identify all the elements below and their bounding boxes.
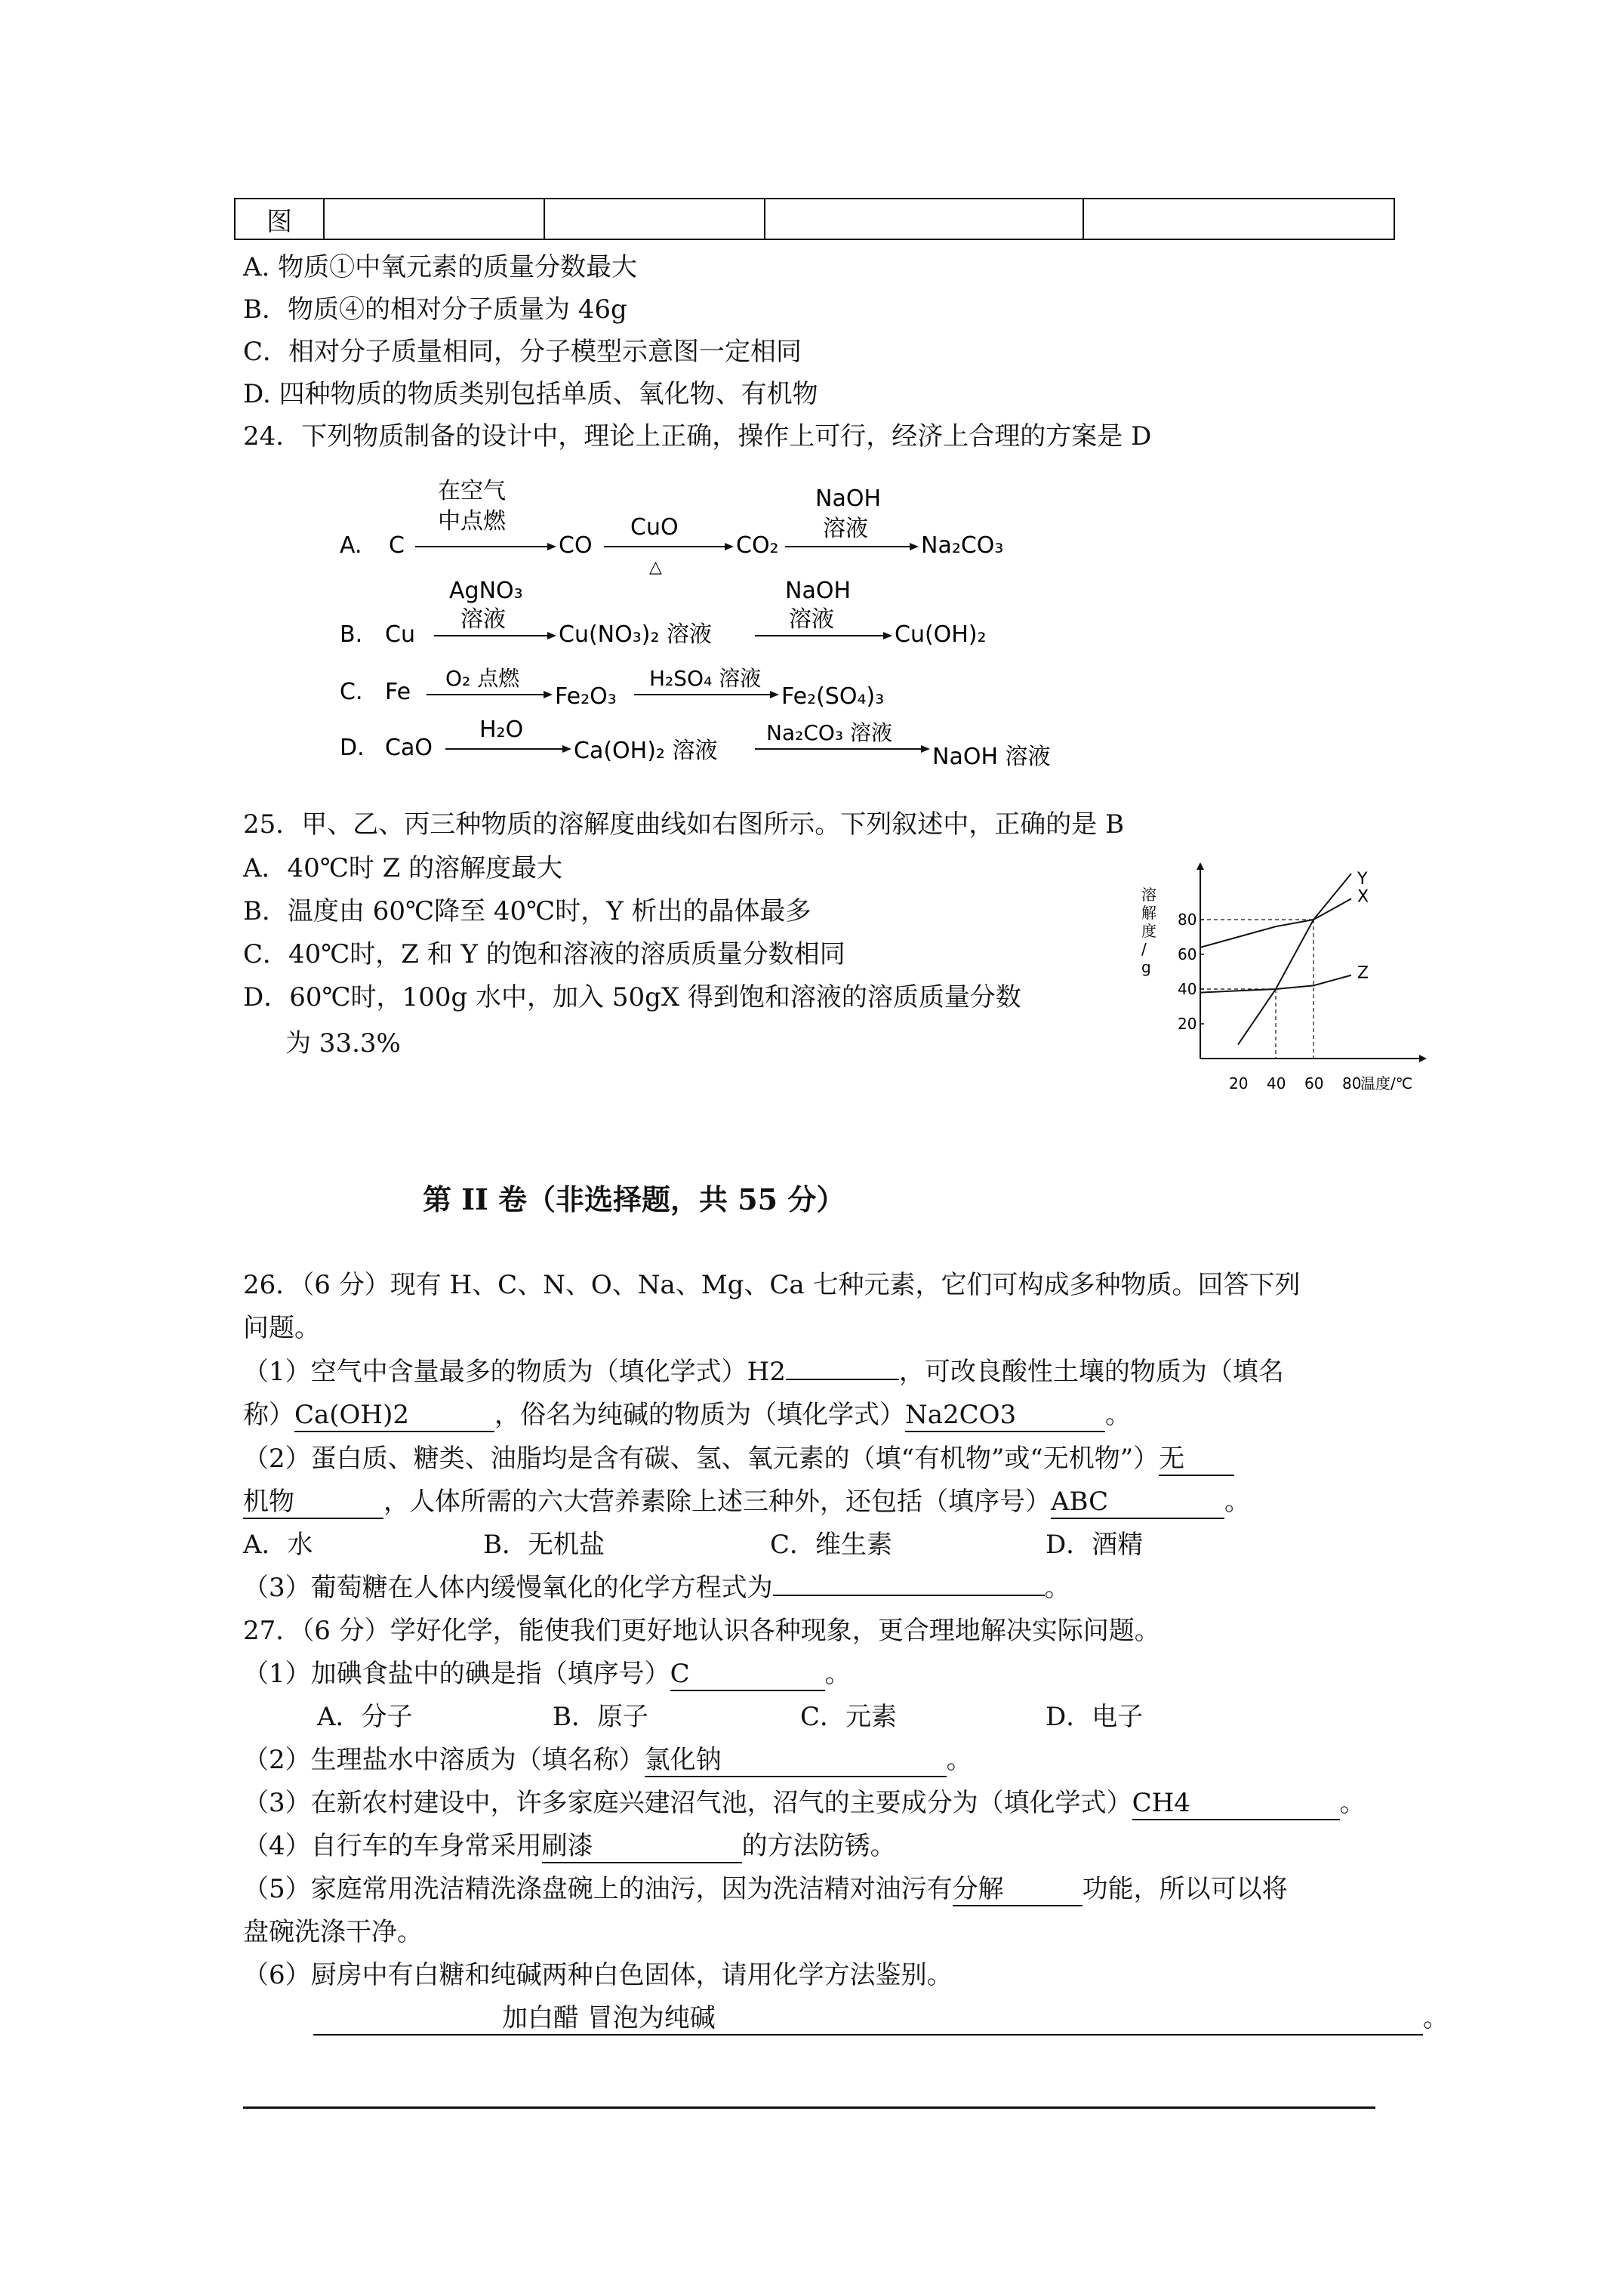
q27-p5-text-a: （5）家庭常用洗洁精洗涤盘碗上的油污，因为洗洁精对油污有 [243,1874,953,1904]
row-a-step2-above: CuO [630,514,679,541]
q26-p2-text-b: ，人体所需的六大营养素除上述三种外，还包括（填序号） [383,1487,1051,1517]
q27-p1-answer: C [670,1661,825,1691]
row-a-arrowhead-1 [547,543,556,550]
q27-p4-text-b: 的方法防锈。 [741,1831,896,1861]
row-d-product-2: NaOH 溶液 [932,744,1051,770]
q27-p3-end: 。 [1339,1788,1366,1818]
q26-choice-a: A．水 [243,1530,313,1560]
row-a-product-3: Na₂CO₃ [921,532,1004,559]
row-a-step1-above2: 中点燃 [438,508,506,535]
row-c-product-1: Fe₂O₃ [555,683,617,710]
q25-option-c: C．40℃时，Z 和 Y 的饱和溶液的溶质质量分数相同 [243,939,845,969]
q27-p5-text-b: 功能，所以可以将 [1082,1874,1288,1904]
row-d-product-1: Ca(OH)₂ 溶液 [574,738,718,764]
y-tick-label: 60 [1178,945,1197,963]
q26-p1-text-c: 称） [243,1400,294,1430]
q26-choice-d: D．酒精 [1046,1530,1144,1560]
q27-p3-text: （3）在新农村建设中，许多家庭兴建沼气池，沼气的主要成分为（填化学式） [243,1788,1132,1818]
q25-stem: 25．甲、乙、丙三种物质的溶解度曲线如右图所示。下列叙述中，正确的是 B [243,809,1125,840]
row-a-arrowhead-3 [910,543,919,550]
x-axis-arrow [1419,1055,1427,1062]
q26-choice-b: B．无机盐 [483,1530,605,1560]
q27-part3 [243,1790,1366,1820]
row-d-start: CaO [385,735,433,761]
row-d-arrowhead-2 [921,745,930,753]
row-a-start: C [389,532,405,559]
q27-p2-text: （2）生理盐水中溶质为（填名称） [243,1745,645,1775]
q26-p2-answer1a: 无 [1159,1446,1234,1476]
q25-option-a: A．40℃时 Z 的溶解度最大 [243,853,563,883]
row-b-step2-above: NaOH [785,578,851,604]
series-label-x: X [1357,887,1369,907]
q27-part6: （6）厨房中有白糖和纯碱两种白色固体，请用化学方法鉴别。 [243,1960,953,1990]
q26-p1-text-d: ，俗名为纯碱的物质为（填化学式） [494,1400,905,1430]
q27-p1-text: （1）加碘食盐中的碘是指（填序号） [243,1659,670,1689]
y-tick-label: 20 [1178,1015,1197,1033]
q27-part1 [243,1661,851,1691]
q27-p1-end: 。 [824,1659,851,1689]
row-d-step2-above: Na₂CO₃ 溶液 [766,720,893,745]
row-a-step2-below: △ [649,558,662,577]
table-cell [544,199,765,239]
q26-part3 [243,1575,1070,1601]
q26-choice-c: C．维生素 [770,1530,893,1560]
series-line-y [1238,874,1351,1045]
q26-part2-line2 [243,1489,1250,1519]
row-b-step1-above2: 溶液 [460,606,506,633]
q26-part1-line1 [243,1359,1284,1385]
x-axis-label: 温度/℃ [1360,1074,1413,1093]
q23-option-d: D. 四种物质的物质类别包括单质、氧化物、有机物 [243,379,818,409]
q26-p1-text-a: （1）空气中含量最多的物质为（填化学式）H2 [243,1357,786,1387]
section-title: 第 II 卷（非选择题，共 55 分） [423,1182,845,1216]
q26-part2-line1 [243,1446,1234,1476]
series-label-y: Y [1357,870,1368,889]
table-cell-label: 图 [235,199,324,239]
row-b-product-2: Cu(OH)₂ [895,621,987,648]
row-b-step1-above: AgNO₃ [449,578,523,604]
row-b-start: Cu [385,621,415,648]
q27-part2 [243,1747,972,1777]
row-d-label: D. [340,735,365,761]
series-line-x [1200,898,1351,947]
q27-part5-line2: 盘碗洗涤干净。 [243,1917,423,1947]
q27-p4-answer: 刷漆 [542,1833,742,1863]
x-tick-label: 40 [1267,1074,1286,1093]
table-cell [765,199,1083,239]
x-tick-label: 60 [1304,1074,1324,1093]
series-label-z: Z [1357,963,1369,983]
q26-p1-answer2: Ca(OH)2 [294,1402,494,1432]
q26-p3-end: 。 [1044,1573,1070,1603]
q27-choice-d: D．电子 [1046,1702,1144,1732]
row-a-step3-above2: 溶液 [823,516,868,542]
row-d-step1-above: H₂O [479,717,524,743]
q23-option-a: A. 物质①中氧元素的质量分数最大 [243,252,638,282]
q25-option-d-continued: 为 33.3% [285,1028,401,1059]
table-cell [1083,199,1394,239]
q26-p1-answer3: Na2CO3 [905,1402,1105,1432]
q26-p2-end: 。 [1224,1487,1250,1517]
q25-option-d: D．60℃时，100g 水中，加入 50gX 得到饱和溶液的溶质质量分数 [243,982,1021,1012]
row-b-step2-above2: 溶液 [789,606,834,633]
row-c-label: C. [340,679,363,705]
q27-part5-line1 [243,1876,1288,1906]
x-tick-label: 20 [1229,1074,1249,1093]
row-c-product-2: Fe₂(SO₄)₃ [781,683,885,710]
row-c-arrowhead-1 [544,691,553,698]
q27-stem: 27．（6 分）学好化学，能使我们更好地认识各种现象，更合理地解决实际问题。 [243,1616,1160,1646]
row-a-product-1: CO [559,532,593,559]
q24-stem: 24．下列物质制备的设计中，理论上正确，操作上可行，经济上合理的方案是 D [243,421,1152,451]
row-b-label: B. [340,621,363,648]
q27-choice-a: A．分子 [317,1702,413,1732]
q26-p3-blank [773,1592,1045,1596]
q25-option-b: B．温度由 60℃降至 40℃时，Y 析出的晶体最多 [243,896,812,926]
y-axis-arrow [1196,862,1204,870]
q26-p1-text-b: ，可改良酸性土壤的物质为（填名 [898,1357,1284,1387]
y-tick-label: 80 [1178,911,1197,929]
q23-option-c: C．相对分子质量相同，分子模型示意图一定相同 [243,337,802,367]
q23-option-b: B．物质④的相对分子质量为 46g [243,294,627,325]
row-c-step1-above: O₂ 点燃 [445,666,520,691]
row-c-step2-above: H₂SO₄ 溶液 [649,666,762,691]
q26-p3-text: （3）葡萄糖在人体内缓慢氧化的化学方程式为 [243,1573,773,1603]
q27-p6-end: 。 [1423,2003,1449,2033]
q27-part4 [243,1833,896,1863]
row-b-arrowhead-1 [547,632,556,639]
q24-reaction-scheme [332,468,1087,800]
q27-part6-answer-line [313,2005,1449,2036]
row-b-product-1: Cu(NO₃)₂ 溶液 [559,621,713,648]
row-a-arrowhead-2 [725,543,734,550]
q26-part1-line2 [243,1402,1131,1432]
q27-p4-text: （4）自行车的车身常采用 [243,1831,542,1861]
y-axis-label-char: g [1141,958,1151,976]
row-c-arrowhead-2 [770,691,779,698]
row-a-step1-above: 在空气 [438,478,506,504]
y-axis-label-char: / [1141,940,1147,958]
row-d-arrowhead-1 [562,745,571,753]
row-c-start: Fe [385,679,411,705]
table-cell [324,199,544,239]
q27-p6-answer: 加白醋 冒泡为纯碱 [313,2005,1423,2036]
y-axis-label-char: 解 [1141,904,1156,922]
q26-stem-line2: 问题。 [243,1313,320,1343]
solubility-chart [1132,861,1434,1102]
row-b-arrowhead-2 [883,632,892,639]
q26-p1-end: 。 [1105,1400,1131,1430]
q27-p2-end: 。 [946,1745,972,1775]
q23-table [234,198,1395,240]
q27-choice-c: C．元素 [800,1702,898,1732]
q27-p2-answer: 氯化钠 [645,1747,947,1777]
q26-p2-answer1b: 机物 [243,1489,383,1519]
row-a-product-2: CO₂ [736,532,779,559]
y-tick-label: 40 [1178,980,1197,998]
q26-p2-text-a: （2）蛋白质、糖类、油脂均是含有碳、氢、氧元素的（填“有机物”或“无机物”） [243,1444,1160,1474]
y-axis-label-char: 溶 [1141,886,1156,904]
bottom-rule [243,2106,1375,2109]
q26-stem-line1: 26．（6 分）现有 H、C、N、O、Na、Mg、Ca 七种元素，它们可构成多种物质。回答下列 [243,1270,1301,1300]
q27-p3-answer: CH4 [1132,1790,1340,1820]
q27-choice-b: B．原子 [553,1702,648,1732]
y-axis-label-char: 度 [1141,922,1156,940]
q26-p1-blank1 [786,1376,899,1380]
q27-p5-answer: 分解 [953,1876,1083,1906]
row-a-label: A. [340,532,362,559]
q26-p2-answer2: ABC [1051,1489,1224,1519]
row-a-step3-above: NaOH [815,485,881,512]
x-tick-label: 80 [1342,1074,1362,1093]
